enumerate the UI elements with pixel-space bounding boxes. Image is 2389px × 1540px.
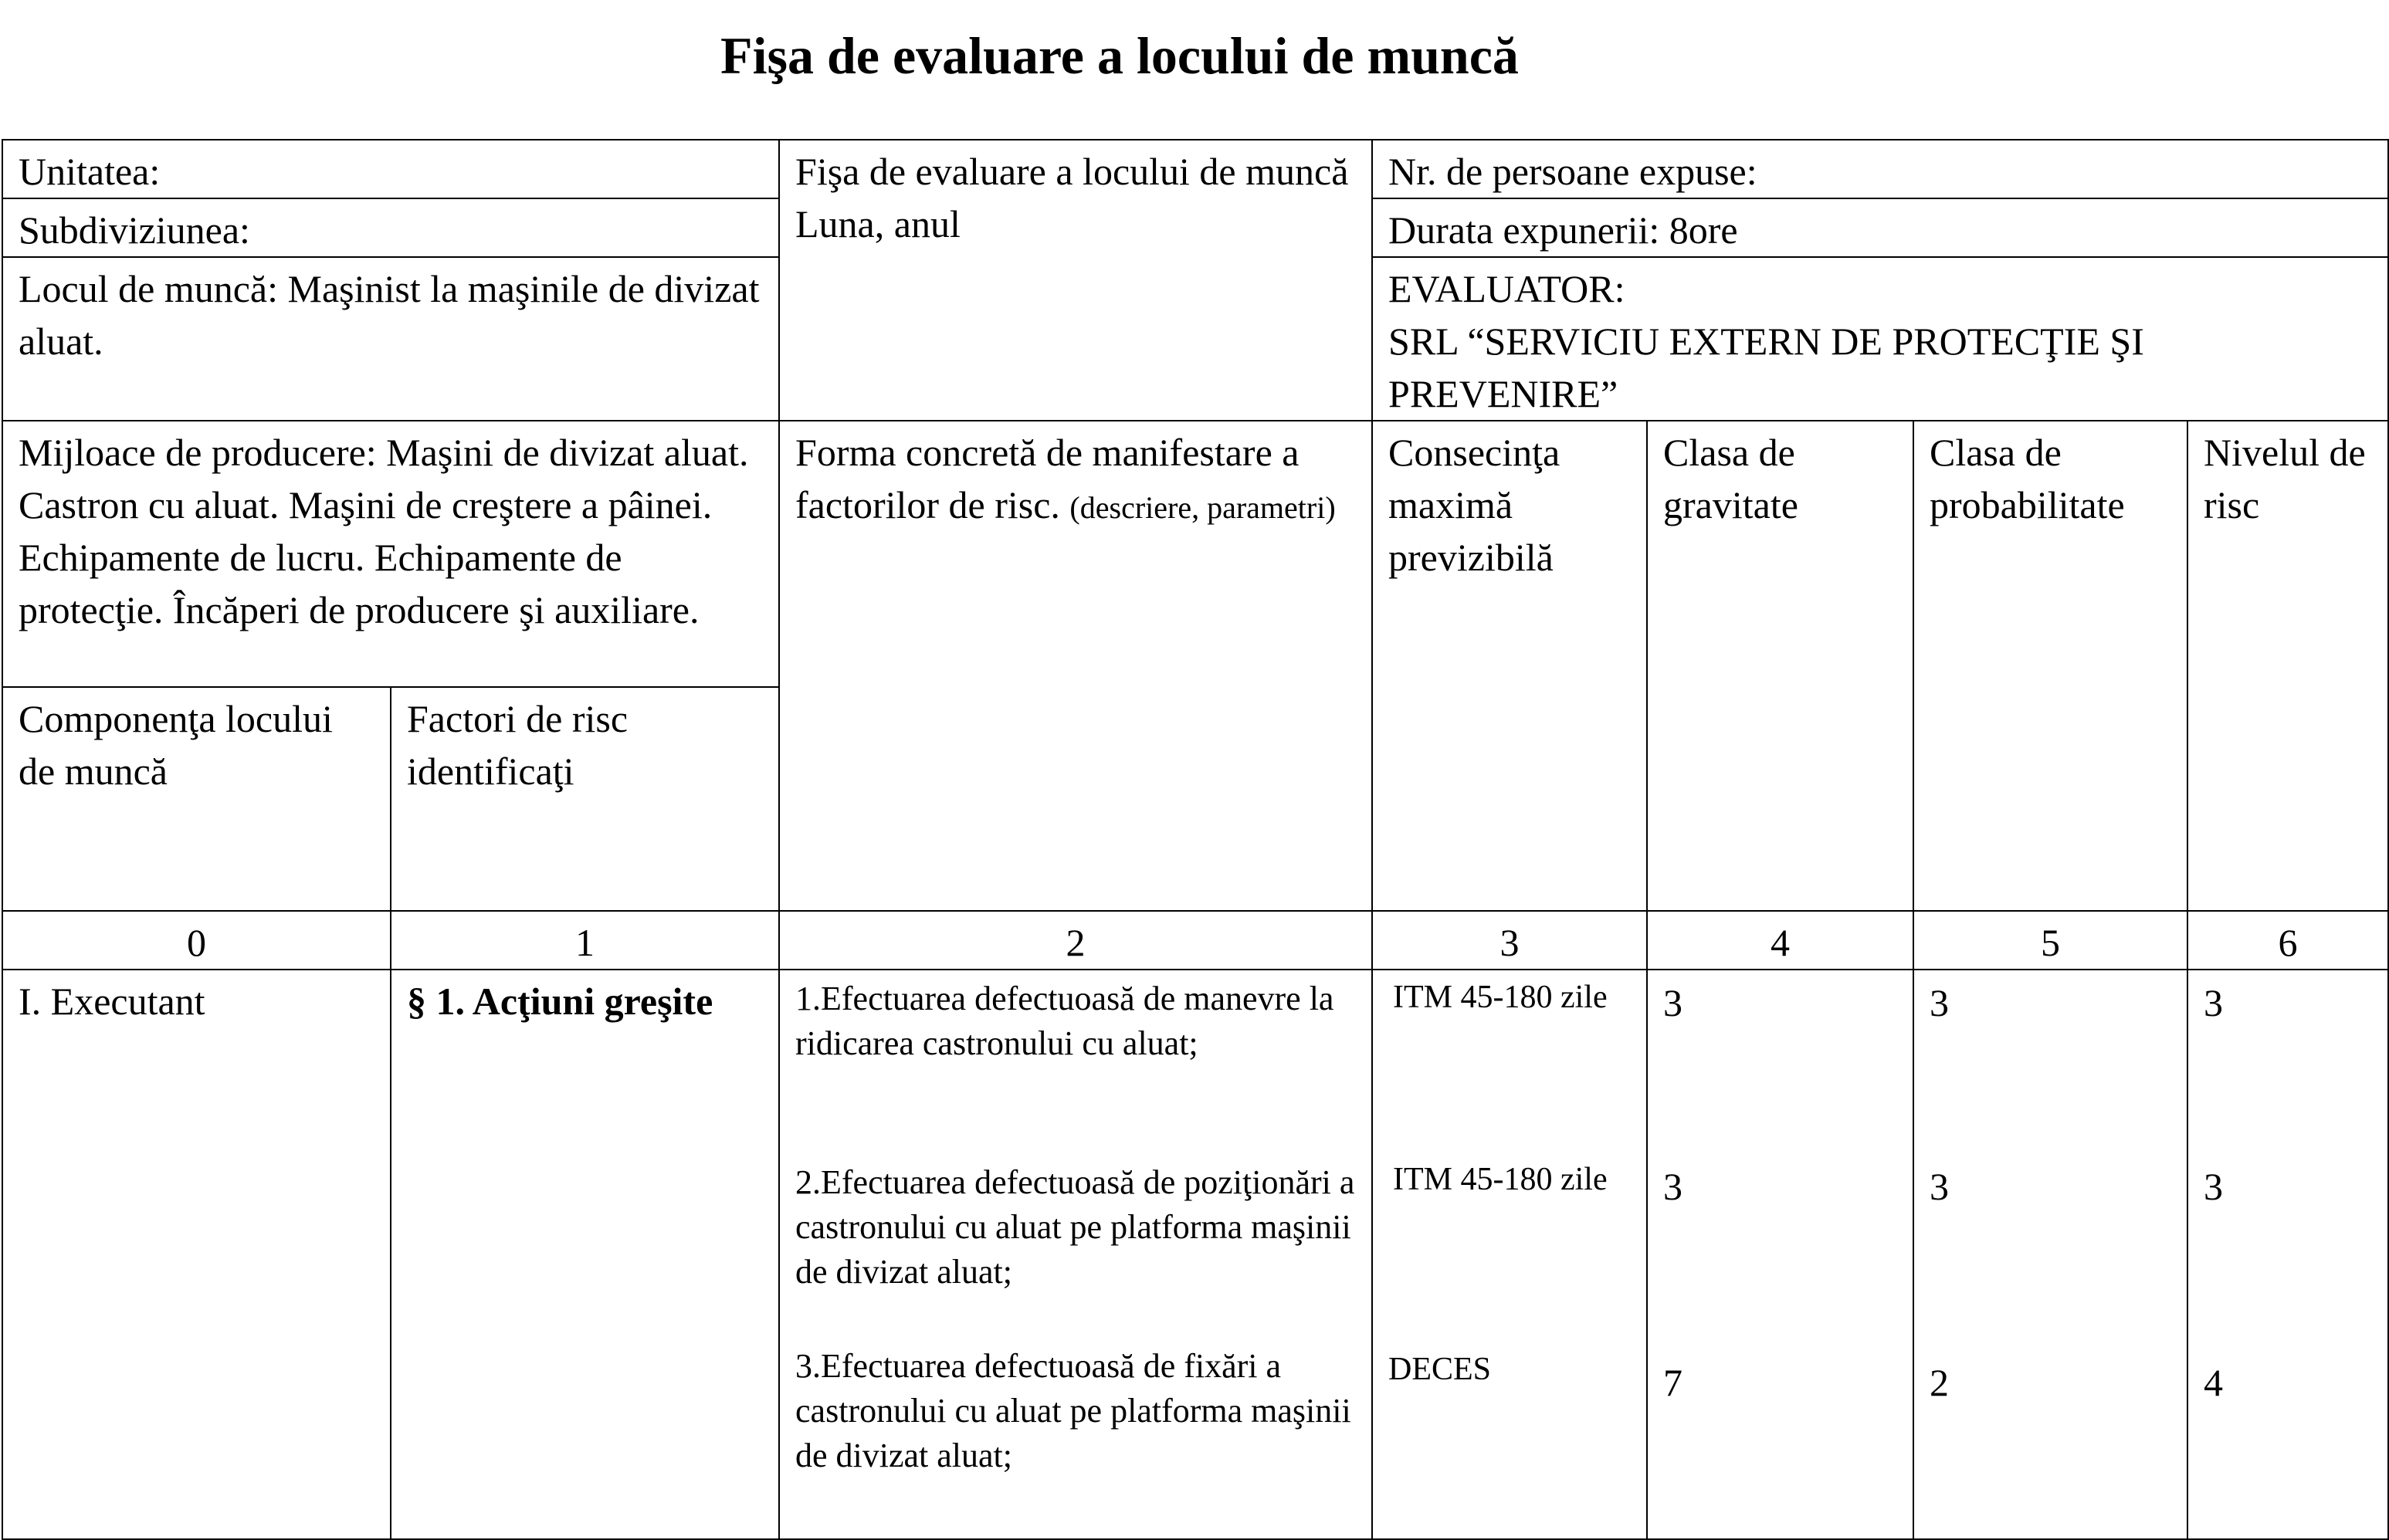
consequence-value: DECES bbox=[1388, 1352, 1492, 1387]
component-label: I. Executant bbox=[19, 980, 205, 1023]
column-numbers-row bbox=[2, 911, 2388, 970]
consequence-cell bbox=[1372, 970, 1647, 1539]
factori-header bbox=[391, 687, 779, 911]
risk-description: 2.Efectuarea defectuoasă de poziţionări a castronului cu aluat pe platforma maşinii de divizat aluat; bbox=[795, 1163, 1355, 1291]
forma-note: (descriere, parametri) bbox=[1069, 490, 1336, 525]
probabilitate-label: Clasa de probabilitate bbox=[1930, 431, 2125, 526]
column-number: 2 bbox=[779, 911, 1372, 970]
persoane-label: Nr. de persoane expuse: bbox=[1388, 150, 1757, 193]
fisa-label: Fişa de evaluare a locului de muncă bbox=[795, 150, 1349, 193]
consequence-value: ITM 45-180 zile bbox=[1393, 980, 1608, 1015]
column-number: 4 bbox=[1647, 911, 1913, 970]
column-number: 1 bbox=[391, 911, 779, 970]
fisa-cell bbox=[779, 140, 1372, 421]
unitatea-label: Unitatea: bbox=[19, 150, 161, 193]
evaluator-cell bbox=[1372, 257, 2388, 421]
column-number: 3 bbox=[1372, 911, 1647, 970]
forma-header bbox=[779, 421, 1372, 911]
durata-label: Durata expunerii: 8ore bbox=[1388, 208, 1738, 252]
factor-label: § 1. Acţiuni greşite bbox=[407, 980, 713, 1023]
nivel-value: 4 bbox=[2204, 1361, 2224, 1404]
evaluator-name: SRL “SERVICIU EXTERN DE PROTECŢIE ŞI PREVENIRE” bbox=[1388, 320, 2144, 415]
gravitate-cell bbox=[1647, 970, 1913, 1539]
column-number: 6 bbox=[2187, 911, 2388, 970]
evaluator-label: EVALUATOR: bbox=[1388, 267, 1625, 310]
subdiviziunea-label: Subdiviziunea: bbox=[19, 208, 250, 252]
probabilitate-value: 3 bbox=[1930, 981, 1950, 1024]
componenta-label: Componenţa locului de muncă bbox=[19, 697, 333, 793]
column-number: 5 bbox=[1913, 911, 2187, 970]
nivel-value: 3 bbox=[2204, 981, 2224, 1024]
nivel-value: 3 bbox=[2204, 1165, 2224, 1208]
risk-description: 1.Efectuarea defectuoasă de manevre la ridicarea castronului cu aluat; bbox=[795, 980, 1334, 1062]
subdiviziunea-cell bbox=[2, 198, 779, 257]
probabilitate-value: 2 bbox=[1930, 1361, 1950, 1404]
component-cell bbox=[2, 970, 391, 1539]
nivel-header bbox=[2187, 421, 2388, 911]
risk-description: 3.Efectuarea defectuoasă de fixări a castronului cu aluat pe platforma maşinii de divizat aluat; bbox=[795, 1347, 1351, 1474]
locul-cell bbox=[2, 257, 779, 421]
factor-cell bbox=[391, 970, 779, 1539]
consecinta-label: Consecinţa maximă previzibilă bbox=[1388, 431, 1560, 579]
gravitate-header bbox=[1647, 421, 1913, 911]
table-row bbox=[2, 970, 2388, 1539]
componenta-header bbox=[2, 687, 391, 911]
gravitate-value: 3 bbox=[1663, 981, 1683, 1024]
persoane-cell bbox=[1372, 140, 2388, 198]
gravitate-label: Clasa de gravitate bbox=[1663, 431, 1798, 526]
consequence-value: ITM 45-180 zile bbox=[1393, 1162, 1608, 1197]
unitatea-cell bbox=[2, 140, 779, 198]
probabilitate-header bbox=[1913, 421, 2187, 911]
probabilitate-cell bbox=[1913, 970, 2187, 1539]
description-cell bbox=[779, 970, 1372, 1539]
factori-label: Factori de risc identificaţi bbox=[407, 697, 629, 793]
mijloace-label: Mijloace de producere: Maşini de divizat aluat. Castron cu aluat. Maşini de creştere a pâinei. Echipamente de lucru. Echipamente de protecţie. Încăperi de producere şi auxiliare. bbox=[19, 431, 749, 631]
mijloace-cell bbox=[2, 421, 779, 687]
forma-label: Forma concretă de manifestare a factorilor de risc. bbox=[795, 431, 1300, 526]
column-number: 0 bbox=[2, 911, 391, 970]
nivel-label: Nivelul de risc bbox=[2204, 431, 2366, 526]
luna-anul-label: Luna, anul bbox=[795, 202, 961, 245]
durata-cell bbox=[1372, 198, 2388, 257]
probabilitate-value: 3 bbox=[1930, 1165, 1950, 1208]
consecinta-header bbox=[1372, 421, 1647, 911]
gravitate-value: 3 bbox=[1663, 1165, 1683, 1208]
gravitate-value: 7 bbox=[1663, 1361, 1683, 1404]
evaluation-table bbox=[2, 139, 2389, 1540]
locul-label: Locul de muncă: Maşinist la maşinile de divizat aluat. bbox=[19, 267, 760, 363]
nivel-cell bbox=[2187, 970, 2388, 1539]
page-title: Fişa de evaluare a locului de muncă bbox=[720, 26, 1519, 85]
